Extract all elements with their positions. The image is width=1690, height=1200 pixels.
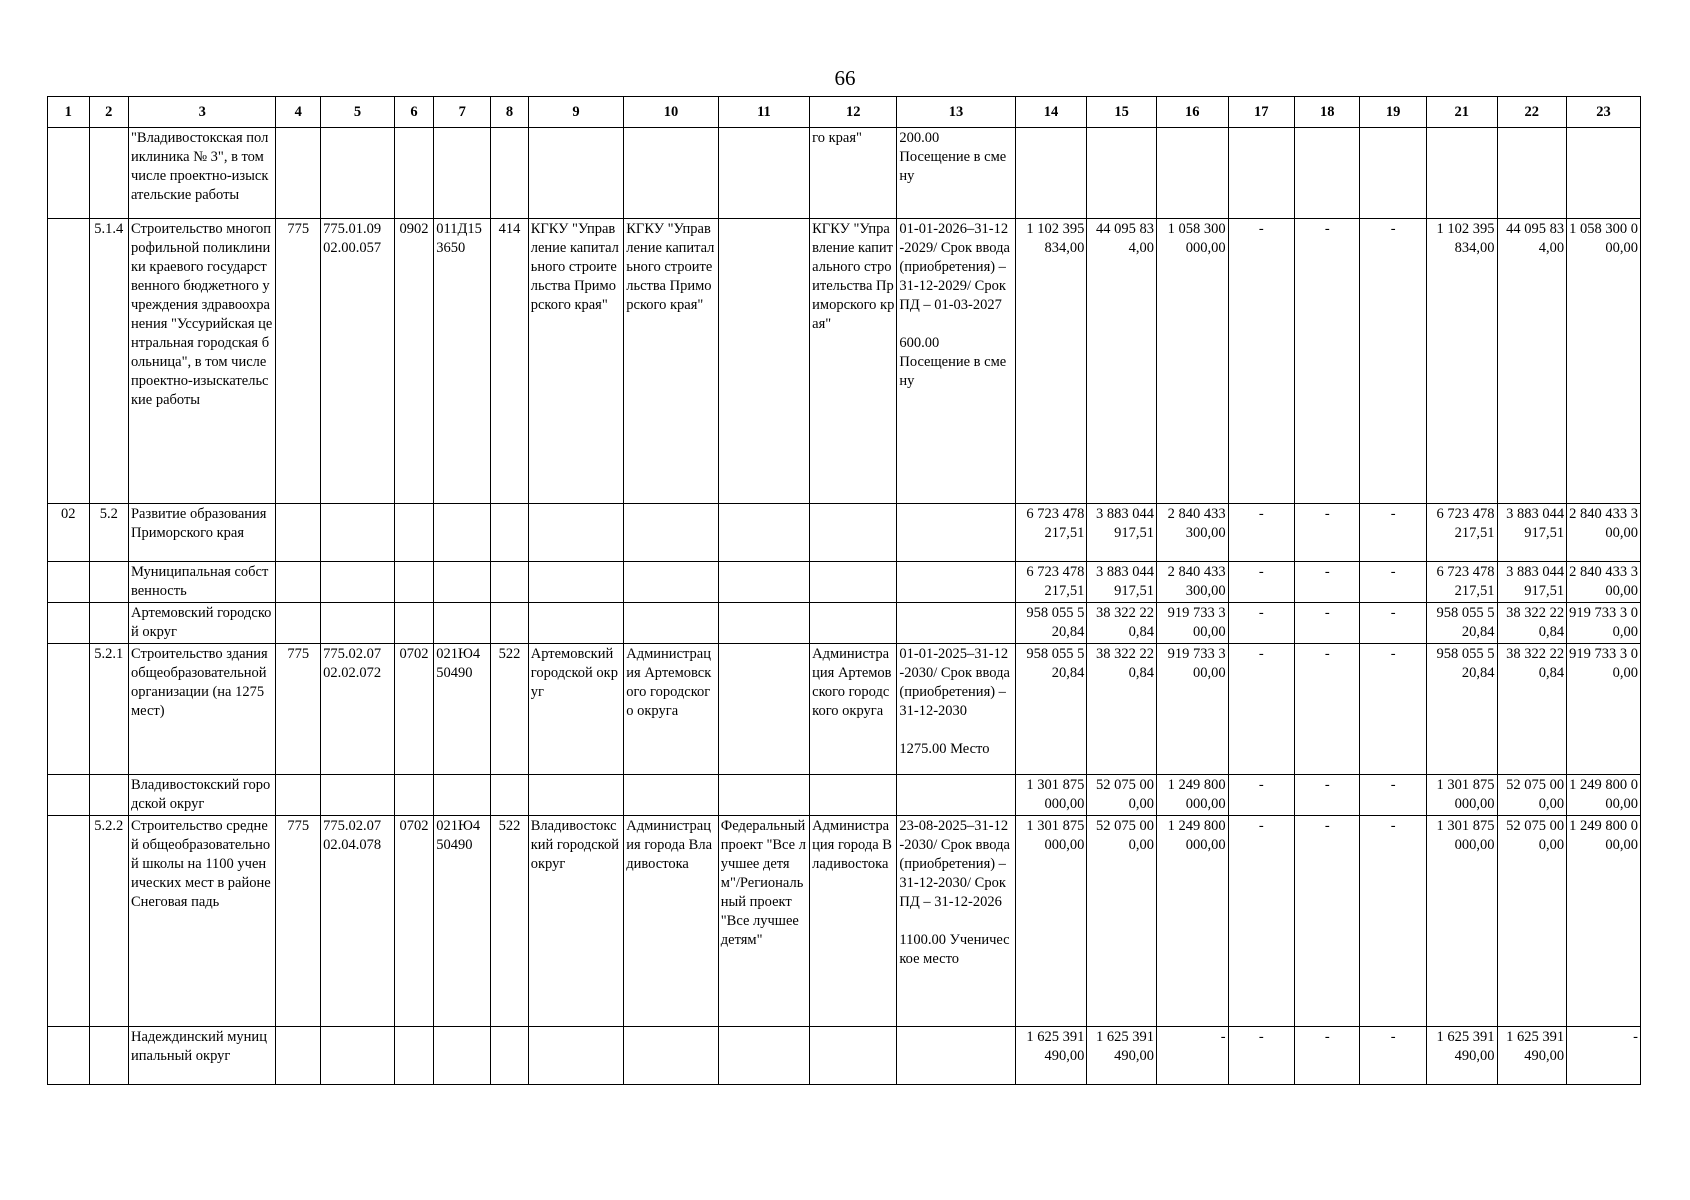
table-cell bbox=[718, 644, 809, 775]
table-cell: - bbox=[1360, 603, 1426, 644]
table-cell bbox=[48, 775, 90, 816]
table-row bbox=[48, 644, 1641, 775]
table-cell bbox=[1156, 128, 1228, 219]
table-cell bbox=[528, 603, 624, 644]
table-cell bbox=[718, 775, 809, 816]
table-cell: 919 733 3 00,00 bbox=[1567, 644, 1641, 775]
table-cell: - bbox=[1360, 775, 1426, 816]
table-cell: 44 095 83 4,00 bbox=[1087, 219, 1157, 504]
table-cell: 775 bbox=[276, 816, 321, 1027]
table-cell: 775.02.07 02.04.078 bbox=[321, 816, 395, 1027]
column-header: 18 bbox=[1295, 97, 1360, 128]
table-cell: - bbox=[1295, 603, 1360, 644]
table-cell bbox=[89, 775, 128, 816]
table-cell bbox=[718, 1027, 809, 1085]
table-cell bbox=[434, 128, 491, 219]
column-header: 21 bbox=[1426, 97, 1497, 128]
table-cell bbox=[624, 504, 719, 562]
table-cell bbox=[1497, 128, 1567, 219]
column-header: 4 bbox=[276, 97, 321, 128]
table-cell: Строительство средней общеобразовательной школы на 1100 ученических мест в районе Снеговая падь bbox=[128, 816, 275, 1027]
table-cell: - bbox=[1295, 219, 1360, 504]
investment-objects-table bbox=[47, 96, 1641, 1085]
table-cell bbox=[1295, 128, 1360, 219]
table-cell: - bbox=[1228, 1027, 1294, 1085]
table-cell bbox=[810, 775, 897, 816]
table-cell: 52 075 00 0,00 bbox=[1087, 775, 1157, 816]
table-cell: 1 249 800 000,00 bbox=[1156, 775, 1228, 816]
table-cell bbox=[1360, 128, 1426, 219]
column-header: 5 bbox=[321, 97, 395, 128]
table-cell bbox=[810, 603, 897, 644]
column-header: 8 bbox=[491, 97, 528, 128]
table-cell: - bbox=[1360, 644, 1426, 775]
table-cell: 2 840 433 300,00 bbox=[1156, 562, 1228, 603]
column-header: 9 bbox=[528, 97, 624, 128]
table-cell: 38 322 22 0,84 bbox=[1497, 603, 1567, 644]
table-cell bbox=[528, 128, 624, 219]
table-cell bbox=[491, 1027, 528, 1085]
table-cell bbox=[528, 562, 624, 603]
table-cell: 52 075 00 0,00 bbox=[1497, 816, 1567, 1027]
table-cell bbox=[48, 644, 90, 775]
table-cell bbox=[897, 603, 1015, 644]
table-cell: 0702 bbox=[394, 644, 433, 775]
table-cell: 38 322 22 0,84 bbox=[1087, 603, 1157, 644]
table-cell bbox=[897, 1027, 1015, 1085]
table-cell: 958 055 5 20,84 bbox=[1426, 603, 1497, 644]
table-cell: 919 733 3 00,00 bbox=[1156, 644, 1228, 775]
table-cell bbox=[491, 562, 528, 603]
table-cell: 011Д15 3650 bbox=[434, 219, 491, 504]
table-cell: 38 322 22 0,84 bbox=[1087, 644, 1157, 775]
table-cell bbox=[434, 504, 491, 562]
table-row bbox=[48, 219, 1641, 504]
table-cell: Развитие образования Приморского края bbox=[128, 504, 275, 562]
table-cell: 414 bbox=[491, 219, 528, 504]
table-cell: 958 055 5 20,84 bbox=[1015, 644, 1087, 775]
table-cell: - bbox=[1295, 562, 1360, 603]
table-cell: 1 301 875 000,00 bbox=[1426, 775, 1497, 816]
table-cell: 6 723 478 217,51 bbox=[1015, 562, 1087, 603]
table-cell bbox=[276, 603, 321, 644]
table-cell: 02 bbox=[48, 504, 90, 562]
table-cell: 01-01-2026–31-12-2029/ Срок ввода (приобретения) – 31-12-2029/ Срок ПД – 01-03-2027 600.00 Посещение в смену bbox=[897, 219, 1015, 504]
table-cell bbox=[89, 603, 128, 644]
table-cell bbox=[624, 562, 719, 603]
table-cell: 1 102 395 834,00 bbox=[1426, 219, 1497, 504]
table-cell: 01-01-2025–31-12-2030/ Срок ввода (приобретения) – 31-12-2030 1275.00 Место bbox=[897, 644, 1015, 775]
table-cell: Артемовский городской округ bbox=[528, 644, 624, 775]
header-row bbox=[48, 97, 1641, 128]
table-cell: Федеральный проект "Все лучшее детям"/Региональный проект "Все лучшее детям" bbox=[718, 816, 809, 1027]
table-cell bbox=[1015, 128, 1087, 219]
table-cell: го края" bbox=[810, 128, 897, 219]
table-cell: 5.2.1 bbox=[89, 644, 128, 775]
table-cell: - bbox=[1228, 775, 1294, 816]
table-cell: 6 723 478 217,51 bbox=[1015, 504, 1087, 562]
table-cell: Артемовский городской округ bbox=[128, 603, 275, 644]
table-cell bbox=[276, 504, 321, 562]
column-header: 1 bbox=[48, 97, 90, 128]
table-cell bbox=[810, 562, 897, 603]
table-cell: 1 058 300 000,00 bbox=[1567, 219, 1641, 504]
table-row bbox=[48, 504, 1641, 562]
table-cell: 919 733 3 00,00 bbox=[1567, 603, 1641, 644]
table-cell bbox=[528, 1027, 624, 1085]
table-cell bbox=[321, 562, 395, 603]
column-header: 6 bbox=[394, 97, 433, 128]
table-cell: 021Ю4 50490 bbox=[434, 816, 491, 1027]
column-header: 17 bbox=[1228, 97, 1294, 128]
table-cell: 38 322 22 0,84 bbox=[1497, 644, 1567, 775]
table-cell bbox=[48, 128, 90, 219]
table-cell: КГКУ "Управление капитального строительства Приморского края" bbox=[624, 219, 719, 504]
table-cell bbox=[48, 219, 90, 504]
table-cell: 200.00 Посещение в смену bbox=[897, 128, 1015, 219]
table-cell: КГКУ "Управление капитального строительства Приморского края" bbox=[528, 219, 624, 504]
table-cell bbox=[624, 128, 719, 219]
table-cell: Строительство здания общеобразовательной организации (на 1275 мест) bbox=[128, 644, 275, 775]
table-cell: 522 bbox=[491, 816, 528, 1027]
table-cell: 2 840 433 300,00 bbox=[1567, 504, 1641, 562]
table-cell: Администрация Артемовского городского округа bbox=[624, 644, 719, 775]
table-cell bbox=[1228, 128, 1294, 219]
table-cell bbox=[624, 1027, 719, 1085]
table-cell bbox=[1567, 128, 1641, 219]
column-header: 19 bbox=[1360, 97, 1426, 128]
table-cell bbox=[89, 128, 128, 219]
column-header: 10 bbox=[624, 97, 719, 128]
table-cell: 1 625 391 490,00 bbox=[1426, 1027, 1497, 1085]
table-cell: 5.1.4 bbox=[89, 219, 128, 504]
table-cell bbox=[897, 775, 1015, 816]
table-cell: 775.02.07 02.02.072 bbox=[321, 644, 395, 775]
table-cell: 1 301 875 000,00 bbox=[1015, 816, 1087, 1027]
table-cell: 1 249 800 000,00 bbox=[1567, 816, 1641, 1027]
table-cell bbox=[89, 1027, 128, 1085]
table-cell bbox=[434, 603, 491, 644]
table-cell: 1 625 391 490,00 bbox=[1497, 1027, 1567, 1085]
table-cell bbox=[897, 562, 1015, 603]
table-cell bbox=[718, 562, 809, 603]
table-cell: - bbox=[1360, 562, 1426, 603]
column-header: 23 bbox=[1567, 97, 1641, 128]
table-cell: 958 055 5 20,84 bbox=[1426, 644, 1497, 775]
table-cell: 958 055 5 20,84 bbox=[1015, 603, 1087, 644]
table-cell: - bbox=[1156, 1027, 1228, 1085]
table-cell: 23-08-2025–31-12-2030/ Срок ввода (приобретения) – 31-12-2030/ Срок ПД – 31-12-2026 1100.00 Ученическое место bbox=[897, 816, 1015, 1027]
table-cell bbox=[321, 603, 395, 644]
table-cell: 775.01.09 02.00.057 bbox=[321, 219, 395, 504]
table-cell bbox=[48, 562, 90, 603]
table-cell: Администрация города Владивостока bbox=[624, 816, 719, 1027]
column-header: 22 bbox=[1497, 97, 1567, 128]
table-cell: 3 883 044 917,51 bbox=[1087, 504, 1157, 562]
table-cell: 3 883 044 917,51 bbox=[1087, 562, 1157, 603]
table-cell: "Владивостокская поликлиника № 3", в том числе проектно-изыскательские работы bbox=[128, 128, 275, 219]
column-header: 7 bbox=[434, 97, 491, 128]
table-row bbox=[48, 128, 1641, 219]
table-cell: 1 301 875 000,00 bbox=[1015, 775, 1087, 816]
table-cell bbox=[810, 1027, 897, 1085]
table-cell: - bbox=[1295, 775, 1360, 816]
table-cell: 919 733 3 00,00 bbox=[1156, 603, 1228, 644]
table-cell: - bbox=[1228, 562, 1294, 603]
table-cell bbox=[491, 603, 528, 644]
table-cell: 0902 bbox=[394, 219, 433, 504]
table-cell bbox=[718, 603, 809, 644]
table-cell bbox=[276, 1027, 321, 1085]
table-cell: КГКУ "Управление капитального строительства Приморского края" bbox=[810, 219, 897, 504]
table-cell bbox=[394, 1027, 433, 1085]
table-cell bbox=[321, 775, 395, 816]
column-header: 14 bbox=[1015, 97, 1087, 128]
column-header: 3 bbox=[128, 97, 275, 128]
table-cell: - bbox=[1295, 1027, 1360, 1085]
table-cell bbox=[491, 504, 528, 562]
table-cell: Владивостокский городской округ bbox=[128, 775, 275, 816]
table-cell bbox=[394, 603, 433, 644]
table-cell: - bbox=[1228, 603, 1294, 644]
table-cell: - bbox=[1360, 816, 1426, 1027]
table-cell: 1 102 395 834,00 bbox=[1015, 219, 1087, 504]
table-cell bbox=[276, 562, 321, 603]
table-cell: - bbox=[1228, 219, 1294, 504]
table-cell: - bbox=[1360, 504, 1426, 562]
table-cell bbox=[718, 504, 809, 562]
table-row bbox=[48, 816, 1641, 1027]
table-cell bbox=[394, 562, 433, 603]
table-cell bbox=[394, 128, 433, 219]
table-cell: 2 840 433 300,00 bbox=[1567, 562, 1641, 603]
table-cell: Администрация города Владивостока bbox=[810, 816, 897, 1027]
table-row bbox=[48, 775, 1641, 816]
table-cell: - bbox=[1295, 644, 1360, 775]
table-cell: 1 249 800 000,00 bbox=[1156, 816, 1228, 1027]
table-cell bbox=[394, 504, 433, 562]
table-cell: 3 883 044 917,51 bbox=[1497, 562, 1567, 603]
table-cell bbox=[48, 816, 90, 1027]
table-cell bbox=[1087, 128, 1157, 219]
table-cell: 0702 bbox=[394, 816, 433, 1027]
table-cell bbox=[491, 128, 528, 219]
table-cell: Строительство многопрофильной поликлиники краевого государственного бюджетного учреждения здравоохранения "Уссурийская центральная городская больница", в том числе проектно-изыскательские работы bbox=[128, 219, 275, 504]
table-cell bbox=[624, 775, 719, 816]
table-cell bbox=[321, 504, 395, 562]
table-cell: 021Ю4 50490 bbox=[434, 644, 491, 775]
table-cell: 1 625 391 490,00 bbox=[1087, 1027, 1157, 1085]
table-cell: 1 301 875 000,00 bbox=[1426, 816, 1497, 1027]
table-row bbox=[48, 603, 1641, 644]
column-header: 2 bbox=[89, 97, 128, 128]
table-cell: - bbox=[1228, 816, 1294, 1027]
table-cell: - bbox=[1295, 504, 1360, 562]
page-number: 66 bbox=[834, 66, 856, 90]
table-cell bbox=[491, 775, 528, 816]
table-cell: 52 075 00 0,00 bbox=[1087, 816, 1157, 1027]
table-cell: Владивостокский городской округ bbox=[528, 816, 624, 1027]
table-cell: - bbox=[1360, 1027, 1426, 1085]
table-cell bbox=[321, 128, 395, 219]
table-cell bbox=[434, 775, 491, 816]
table-cell: - bbox=[1360, 219, 1426, 504]
table-cell: 1 625 391 490,00 bbox=[1015, 1027, 1087, 1085]
table-cell: 775 bbox=[276, 644, 321, 775]
table-cell bbox=[276, 775, 321, 816]
table-cell: Муниципальная собственность bbox=[128, 562, 275, 603]
table-cell: 1 058 300 000,00 bbox=[1156, 219, 1228, 504]
table-cell bbox=[528, 504, 624, 562]
column-header: 13 bbox=[897, 97, 1015, 128]
table-cell: - bbox=[1228, 644, 1294, 775]
table-cell: - bbox=[1295, 816, 1360, 1027]
table-cell bbox=[434, 562, 491, 603]
table-cell bbox=[434, 1027, 491, 1085]
table-cell bbox=[89, 562, 128, 603]
table-cell bbox=[528, 775, 624, 816]
table-cell bbox=[718, 128, 809, 219]
table-cell bbox=[48, 1027, 90, 1085]
table-cell: 5.2 bbox=[89, 504, 128, 562]
table-row bbox=[48, 562, 1641, 603]
table-cell: Администрация Артемовского городского округа bbox=[810, 644, 897, 775]
table-cell bbox=[1426, 128, 1497, 219]
table-cell bbox=[624, 603, 719, 644]
table-cell: 3 883 044 917,51 bbox=[1497, 504, 1567, 562]
table-cell bbox=[394, 775, 433, 816]
table-cell: 6 723 478 217,51 bbox=[1426, 504, 1497, 562]
column-header: 15 bbox=[1087, 97, 1157, 128]
table-cell: 6 723 478 217,51 bbox=[1426, 562, 1497, 603]
table-cell: 775 bbox=[276, 219, 321, 504]
table-cell: 5.2.2 bbox=[89, 816, 128, 1027]
table-cell: - bbox=[1567, 1027, 1641, 1085]
table-cell: 2 840 433 300,00 bbox=[1156, 504, 1228, 562]
column-header: 12 bbox=[810, 97, 897, 128]
table-cell bbox=[897, 504, 1015, 562]
table-row bbox=[48, 1027, 1641, 1085]
table-cell bbox=[321, 1027, 395, 1085]
column-header: 16 bbox=[1156, 97, 1228, 128]
table-cell: 522 bbox=[491, 644, 528, 775]
table-cell bbox=[718, 219, 809, 504]
table-cell bbox=[276, 128, 321, 219]
column-header: 11 bbox=[718, 97, 809, 128]
table-cell: - bbox=[1228, 504, 1294, 562]
table-cell: Надеждинский муниципальный округ bbox=[128, 1027, 275, 1085]
table-cell bbox=[48, 603, 90, 644]
table-cell bbox=[810, 504, 897, 562]
table-cell: 1 249 800 000,00 bbox=[1567, 775, 1641, 816]
table-cell: 52 075 00 0,00 bbox=[1497, 775, 1567, 816]
table-cell: 44 095 83 4,00 bbox=[1497, 219, 1567, 504]
